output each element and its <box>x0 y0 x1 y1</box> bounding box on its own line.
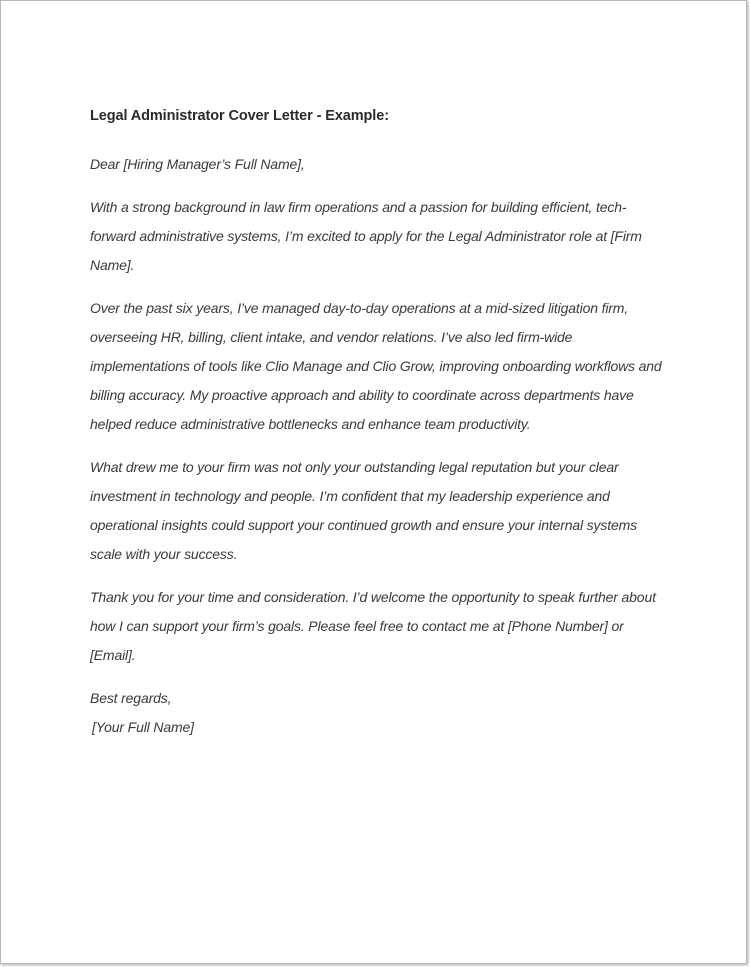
letter-greeting: Dear [Hiring Manager’s Full Name], <box>90 156 305 172</box>
signature-name: [Your Full Name] <box>92 719 194 735</box>
letter-content <box>90 105 670 742</box>
paragraph-motivation: What drew me to your firm was not only your outstanding legal reputation but your clear investment in technology and people. I’m confident that my leadership experience and operational insights could support your continued growth and ensure your internal systems scale with your success. <box>90 459 637 562</box>
letter-closing <box>90 684 670 742</box>
paragraph-experience: Over the past six years, I’ve managed day-to-day operations at a mid-sized litigation firm, overseeing HR, billing, client intake, and vendor relations. I’ve also led firm-wide implementations of tools like Clio Manage and Clio Grow, improving onboarding workflows and billing accuracy. My proactive approach and ability to coordinate across departments have helped reduce administrative bottlenecks and enhance team productivity. <box>90 300 662 432</box>
closing-phrase: Best regards, <box>90 690 172 706</box>
letter-heading: Legal Administrator Cover Letter - Example: <box>90 108 389 124</box>
paragraph-intro: With a strong background in law firm operations and a passion for building efficient, tech-forward administrative systems, I’m excited to apply for the Legal Administrator role at [Firm Name]. <box>90 199 642 273</box>
paragraph-thanks: Thank you for your time and consideration. I’d welcome the opportunity to speak further about how I can support your firm’s goals. Please feel free to contact me at [Phone Number] or [Email]. <box>90 589 656 663</box>
